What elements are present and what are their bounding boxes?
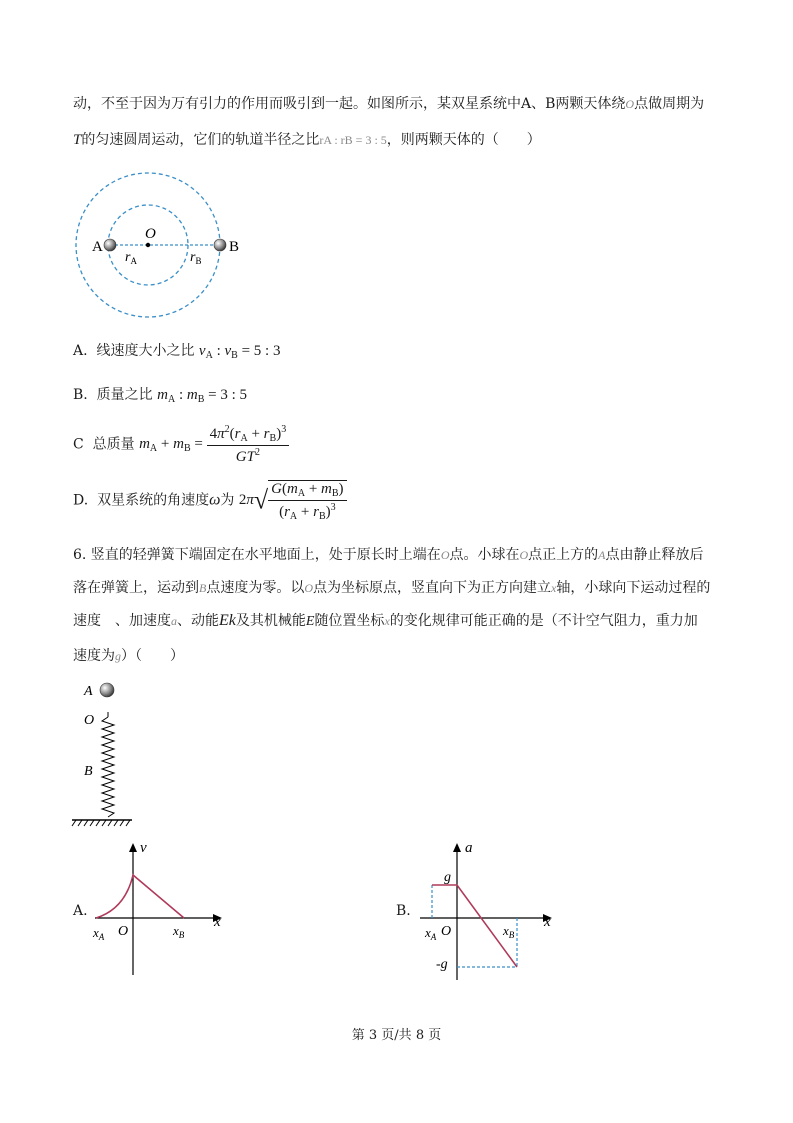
graph-b-letter[interactable]: B. (396, 903, 411, 919)
q5-line-1: 动，不至于因为万有引力的作用而吸引到一起。如图所示，某双星系统中A、B两颗天体绕O点做周期为 (73, 96, 705, 112)
ground-hatch (72, 820, 130, 826)
graph-a-origin: O (118, 924, 129, 939)
option-b[interactable]: B. 质量之比 $m_A$ : $m_B = 3$ : 5 (73, 387, 248, 405)
formula-a: $v_A$ : $v_B = 5$ : 3 (198, 343, 281, 361)
graph-b-g: g (444, 870, 451, 885)
option-c[interactable]: C 总质量 $m_A + m_B$ = $\frac{4\pi^2(r_A + r_B)^3}{GT^2}$ (73, 424, 289, 466)
graph-a (90, 835, 230, 980)
page-footer: 第 3 页/共 8 页 (351, 1028, 442, 1043)
ratio-formula: rA : rB = 3 : 5 (319, 133, 387, 147)
star-a (104, 239, 116, 251)
graph-a-letter[interactable]: A. (73, 903, 88, 919)
option-a[interactable]: A. 线速度大小之比 $v_A$ : $v_B = 5$ : 3 (73, 343, 281, 361)
graph-a-xb: $x_B$ (173, 923, 185, 940)
spring-figure (70, 675, 150, 835)
binary-star-figure (70, 170, 260, 330)
graph-b-y-arrow (453, 843, 461, 852)
q6-line-3: 速度 、加速度a、动能Ek及其机械能E随位置坐标x的变化规律可能正确的是（不计空气阻力，重力加 (73, 612, 698, 629)
graph-b-x-label: x (544, 914, 551, 930)
center-o (146, 243, 150, 247)
graph-a-y-arrow (129, 843, 137, 852)
formula-c: $m_A + m_B$ = $\frac{4\pi^2(r_A + r_B)^3}{GT^2}$ (139, 436, 289, 452)
graph-a-x-label: x (214, 914, 221, 930)
q6-line-1: 6. 竖直的轻弹簧下端固定在水平地面上，处于原长时上端在O点。小球在O点正上方的A点由静止释放后 (73, 547, 704, 563)
q6-line-4: 速度为g）（ ） (73, 648, 184, 664)
graph-a-xa: $x_A$ (93, 925, 105, 942)
graph-b (410, 835, 560, 985)
label-b: B (229, 239, 240, 255)
ball (100, 683, 114, 697)
spring (102, 717, 114, 817)
label-rb: $r_B$ (190, 250, 202, 266)
spring-label-b: B (84, 764, 93, 779)
q6-line-2: 落在弹簧上，运动到B点速度为零。以O点为坐标原点，竖直向下为正方向建立x轴，小球向下运动过程的 (73, 580, 711, 596)
label-ra: $r_A$ (125, 250, 137, 266)
formula-b: $m_A$ : $m_B = 3$ : 5 (157, 387, 248, 405)
graph-a-curve (96, 875, 184, 918)
graph-b-xb: $x_B$ (503, 923, 515, 940)
label-o: O (145, 226, 156, 242)
q5-line-2: T的匀速圆周运动，它们的轨道半径之比rA : rB = 3 : 5，则两颗天体的（ ） (73, 132, 541, 148)
graph-b-origin: O (441, 924, 452, 939)
spring-label-o: O (84, 713, 95, 728)
star-b (214, 239, 226, 251)
graph-b-y-label: a (465, 840, 473, 856)
formula-d: 2π√ $\frac{G(m_A + m_B)}{(r_A + r_B)^3}$ (239, 492, 347, 508)
graph-b-xa: $x_A$ (425, 925, 437, 942)
spring-label-a: A (84, 684, 93, 699)
graph-b-neg-g: -g (436, 957, 448, 972)
label-a: A (92, 239, 103, 255)
graph-a-y-label: v (140, 840, 147, 856)
option-d[interactable]: D. 双星系统的角速度ω为 2π√ $\frac{G(m_A + m_B)}{(r_A + r_B)^3}$ (73, 480, 347, 522)
